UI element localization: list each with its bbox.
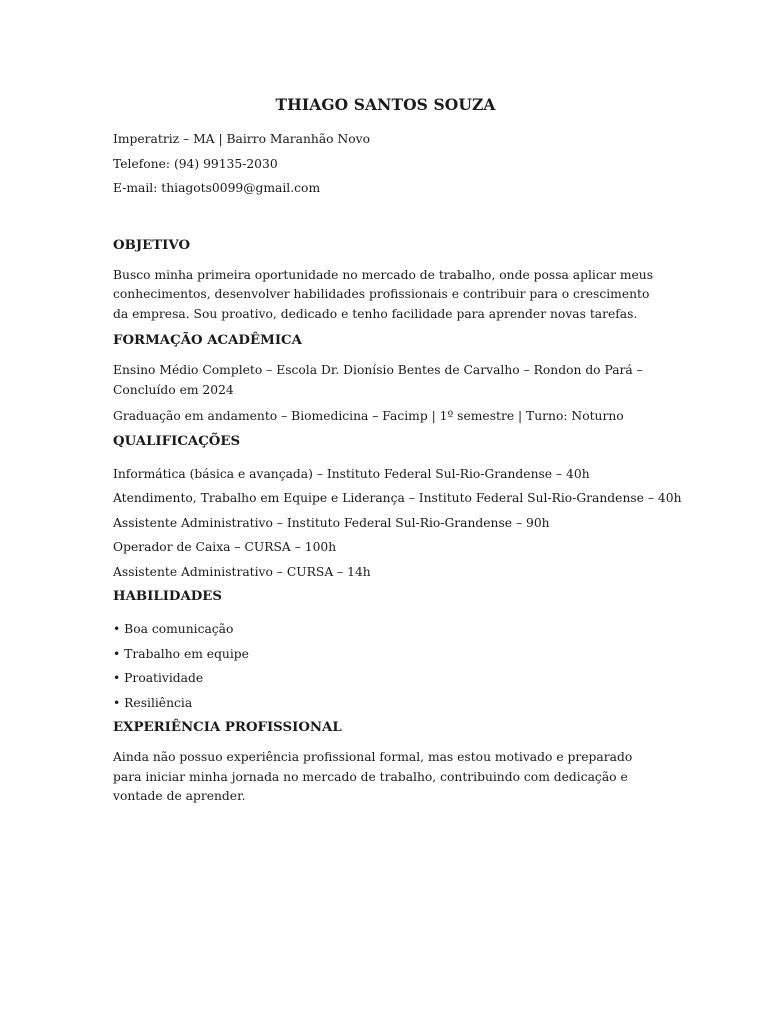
phone-line: Telefone: (94) 99135-2030 <box>113 156 278 171</box>
formacao-item: Graduação em andamento – Biomedicina – Facimp | 1º semestre | Turno: Noturno <box>113 409 624 423</box>
qualificacao-item: Assistente Administrativo – Instituto Federal Sul-Rio-Grandense – 90h <box>113 515 550 530</box>
qualificacao-item: Assistente Administrativo – CURSA – 14h <box>113 564 371 579</box>
section-heading-experiencia: EXPERIÊNCIA PROFISSIONAL <box>113 720 342 735</box>
habilidade-item: • Resiliência <box>113 695 193 710</box>
qualificacoes-list <box>113 462 682 585</box>
section-heading-objetivo: OBJETIVO <box>113 237 191 253</box>
contact-block <box>113 127 658 201</box>
section-heading-habilidades: HABILIDADES <box>113 589 223 604</box>
formacao-item: Ensino Médio Completo – Escola Dr. Dionísio Bentes de Carvalho – Rondon do Pará – Concluído em 2024 <box>113 363 643 397</box>
habilidades-list <box>113 617 658 715</box>
formacao-list <box>113 361 658 429</box>
habilidade-item: • Trabalho em equipe <box>113 646 249 661</box>
habilidade-item: • Boa comunicação <box>113 622 234 636</box>
section-qualificacoes <box>113 430 682 585</box>
experiencia-text: Ainda não possuo experiência profissional formal, mas estou motivado e preparado para iniciar minha jornada no mercado de trabalho, contribuindo com dedicação e vontade de aprender. <box>113 750 633 803</box>
email-line: E-mail: thiagots0099@gmail.com <box>113 181 321 195</box>
qualificacao-item: Operador de Caixa – CURSA – 100h <box>113 540 337 554</box>
qualificacao-item: Atendimento, Trabalho em Equipe e Liderança – Instituto Federal Sul-Rio-Grandense – 40h <box>113 491 682 505</box>
section-experiencia <box>113 716 658 807</box>
qualificacao-item: Informática (básica e avançada) – Instituto Federal Sul-Rio-Grandense – 40h <box>113 466 590 481</box>
section-heading-formacao: FORMAÇÃO ACADÊMICA <box>113 333 302 348</box>
objetivo-text: Busco minha primeira oportunidade no mercado de trabalho, onde possa aplicar meus conhecimentos, desenvolver habilidades profissionais e contribuir para o crescimento da empresa. Sou proativo, dedicado e tenho facilidade para aprender novas tarefas. <box>113 267 654 321</box>
habilidade-item: • Proatividade <box>113 671 204 685</box>
candidate-name: THIAGO SANTOS SOUZA <box>275 95 496 114</box>
section-formacao <box>113 329 658 429</box>
section-habilidades <box>113 585 658 715</box>
section-objetivo <box>113 234 658 325</box>
location-line: Imperatriz – MA | Bairro Maranhão Novo <box>113 132 371 146</box>
section-heading-qualificacoes: QUALIFICAÇÕES <box>113 433 241 449</box>
resume-page <box>113 92 682 807</box>
